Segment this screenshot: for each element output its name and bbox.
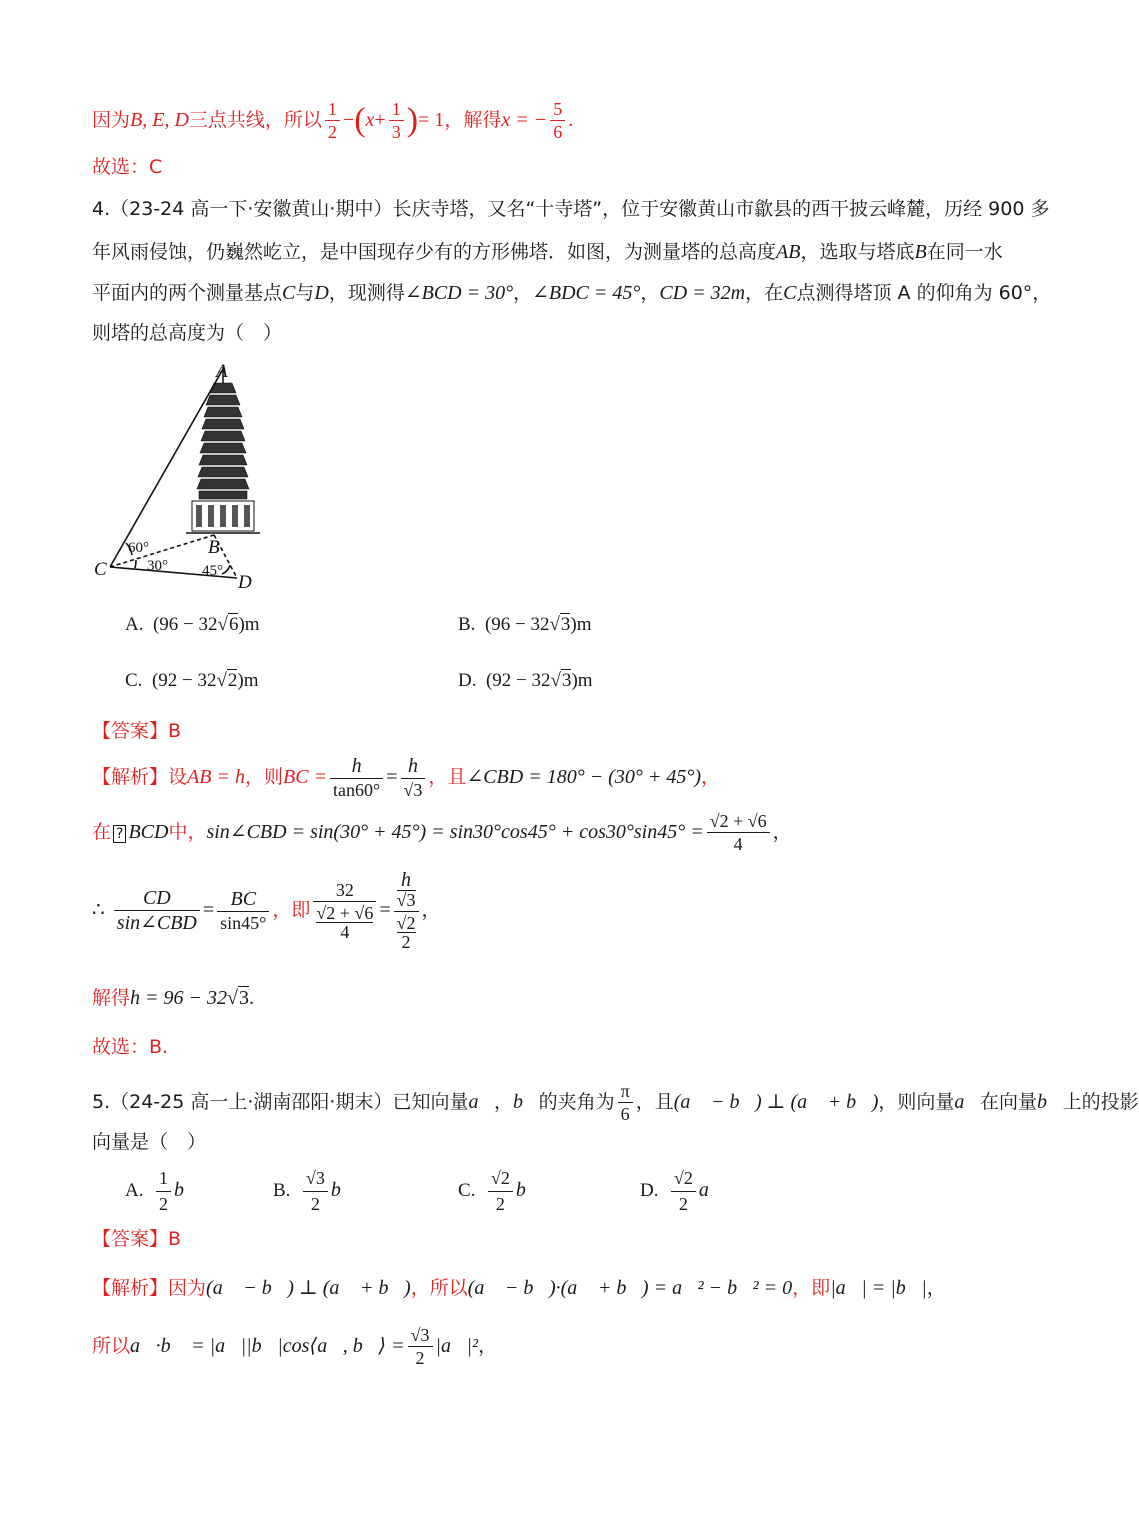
q4-analysis-line2: 在 ? BCD中，sin∠CBD = sin(30° + 45°) = sin30°cos45° + cos30°sin45° = $\frac{√2 + √6}{4}$ ，: [92, 811, 792, 854]
q5-option-d[interactable]: D. $\frac{√2}{2}$ a⃗: [640, 1168, 725, 1214]
q4-option-b[interactable]: B. (96 − 32√3)m: [458, 614, 592, 635]
arc-30: [135, 560, 136, 568]
q5-option-c[interactable]: C. $\frac{√2}{2}$ b⃗: [458, 1168, 542, 1214]
angle-60-label: 60°: [128, 540, 149, 556]
pagoda-tower-illustration: [186, 367, 260, 533]
q4-option-a[interactable]: A. (96 − 32√6)m: [125, 614, 260, 635]
pagoda-diagram: [92, 355, 277, 595]
q4-answer: 【答案】B: [92, 720, 182, 742]
q4-option-c[interactable]: C. (92 − 32√2)m: [125, 670, 259, 691]
q4-line4: 则塔的总高度为（ ）: [92, 322, 283, 344]
q5-line2: 向量是（ ）: [92, 1131, 207, 1153]
q5-option-a[interactable]: A. $\frac{1}{2}$ b⃗: [125, 1168, 200, 1214]
q4-line1: 4.（23-24 高一下·安徽黄山·期中）长庆寺塔，又名“十寺塔”，位于安徽黄山市歙县的西干披云峰麓，历经 900 多: [92, 198, 1050, 220]
prev-choose-line: 故选：C: [92, 156, 163, 178]
q5-analysis-line2: 所以a⃗·b⃗ = |a⃗||b⃗|cos⟨a⃗, b⃗⟩ = $\frac{√3}{2}$ |a⃗|²，: [92, 1325, 498, 1368]
q5-answer: 【答案】B: [92, 1228, 182, 1250]
q4-analysis-line1: 【解析】设AB = h，则BC = $\frac{h}{\tan 60^\circ}$ = $\frac{h}{√3}$ ，且∠CBD = 180° − (30° + 45°)，: [92, 755, 721, 800]
q4-option-d[interactable]: D. (92 − 32√3)m: [458, 670, 593, 691]
angle-45-label: 45°: [202, 563, 223, 579]
q4-choose: 故选：B.: [92, 1036, 169, 1058]
q5-analysis-line1: 【解析】因为(a⃗ − b⃗) ⊥ (a⃗ + b⃗)，所以(a⃗ − b⃗)·(a⃗ + b⃗) = a⃗² − b⃗² = 0，即|a⃗| = |b⃗|，: [92, 1277, 946, 1299]
arc-45: [222, 565, 230, 574]
q4-analysis-line4: 解得h = 96 − 32√3.: [92, 987, 254, 1009]
q5-line1: 5.（24-25 高一上·湖南邵阳·期末）已知向量a⃗，b⃗的夹角为 $\frac{\pi}{6}$ ，且(a⃗ − b⃗) ⊥ (a⃗ + b⃗)，则向量a⃗在向量b⃗上的投影: [92, 1081, 1139, 1124]
label-A: A: [216, 361, 228, 382]
q4-analysis-line3: ∴ $\frac{CD}{\text{sin∠CBD}}$ = $\frac{BC}{\sin 45^\circ}$ ，即 32 √2 + √6 4 = h √3 √2 2 ，: [92, 869, 441, 952]
q4-line3: 平面内的两个测量基点C与D，现测得∠BCD = 30°，∠BDC = 45°，CD = 32m，在C点测得塔顶 A 的仰角为 60°，: [92, 282, 1052, 304]
label-C: C: [94, 559, 107, 580]
q5-option-b[interactable]: B. $\frac{√3}{2}$ b⃗: [273, 1168, 357, 1214]
prev-solution-line: 因为B, E, D三点共线，所以 $\frac{1}{2}$ −(x+ $\frac{1}{3}$ )= 1，解得x = − $\frac{5}{6}$ .: [92, 99, 574, 142]
angle-30-label: 30°: [147, 558, 168, 574]
missing-glyph-box: ?: [113, 825, 126, 843]
label-D: D: [238, 572, 252, 593]
q4-line2: 年风雨侵蚀，仍巍然屹立，是中国现存少有的方形佛塔．如图，为测量塔的总高度AB，选取与塔底B在同一水: [92, 241, 1003, 263]
label-B: B: [208, 537, 220, 558]
